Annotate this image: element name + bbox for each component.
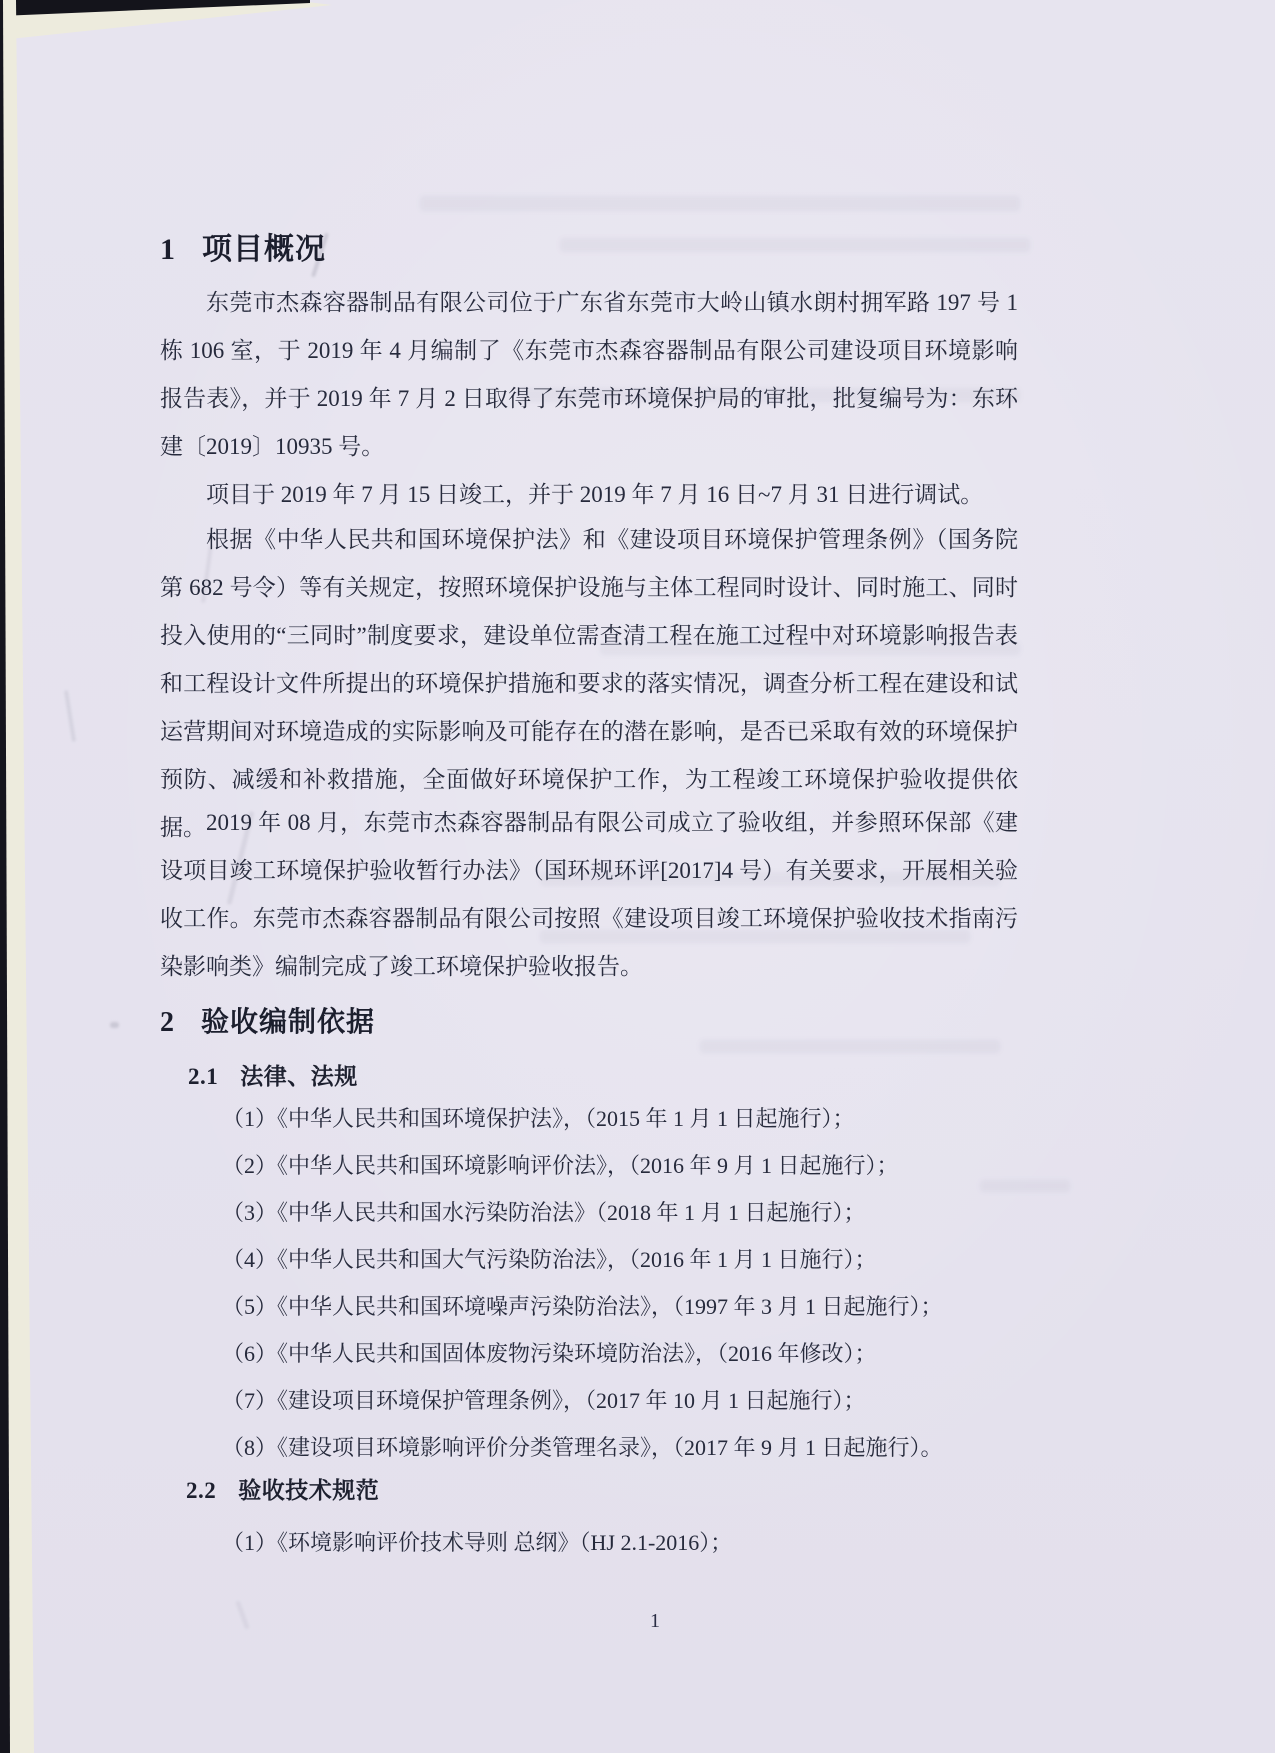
- body-paragraph-4: 2019 年 08 月，东莞市杰森容器制品有限公司成立了验收组，并参照环保部《建设项目竣工环境保护验收暂行办法》（国环规环评[2017]4 号）有关要求，开展相关验收工作。东莞市杰森容器制品有限公司按照《建设项目竣工环境保护验收技术指南污染影响类》编制完成了竣工环境保护验收报告。: [160, 810, 1018, 979]
- law-item-3: （3）《中华人民共和国水污染防治法》（2018 年 1 月 1 日起施行）；: [222, 1200, 866, 1225]
- bleed-ghost: [700, 1040, 1000, 1053]
- law-item-8: （8）《建设项目环境影响评价分类管理名录》，（2017 年 9 月 1 日起施行）。: [222, 1435, 943, 1460]
- section-1-heading: [160, 224, 326, 268]
- section-2-heading: [160, 1000, 375, 1040]
- subsection-2-1-number: 2.1: [188, 1064, 219, 1089]
- section-2-number: 2: [160, 1007, 175, 1038]
- bleed-ghost: [560, 238, 1030, 252]
- subsection-2-1-title: 法律、法规: [240, 1064, 358, 1089]
- smudge-mark: [110, 1022, 119, 1028]
- law-item-2: （2）《中华人民共和国环境影响评价法》，（2016 年 9 月 1 日起施行）；: [222, 1153, 899, 1178]
- section-2-title: 验收编制依据: [201, 1007, 376, 1038]
- section-1-title: 项目概况: [202, 233, 326, 266]
- section-1-number: 1: [160, 233, 176, 266]
- law-item-6: （6）《中华人民共和国固体废物污染环境防治法》，（2016 年修改）；: [222, 1341, 877, 1366]
- body-paragraph-2: 项目于 2019 年 7 月 15 日竣工，并于 2019 年 7 月 16 日~7 月 31 日进行调试。: [206, 482, 984, 507]
- law-item-4: （4）《中华人民共和国大气污染防治法》，（2016 年 1 月 1 日施行）；: [222, 1247, 877, 1272]
- body-paragraph-1: 东莞市杰森容器制品有限公司位于广东省东莞市大岭山镇水朗村拥军路 197 号 1 栋 106 室，于 2019 年 4 月编制了《东莞市杰森容器制品有限公司建设项目环境影响报告表》，并于 2019 年 7 月 2 日取得了东莞市环境保护局的审批，批复编号为：东环建〔2019〕10935 号。: [160, 290, 1018, 459]
- subsection-2-2-heading: [186, 1472, 379, 1505]
- page-number: 1: [650, 1610, 660, 1632]
- law-item-1: （1）《中华人民共和国环境保护法》，（2015 年 1 月 1 日起施行）；: [222, 1106, 855, 1131]
- bleed-ghost: [420, 196, 1020, 211]
- body-paragraph-3: 根据《中华人民共和国环境保护法》和《建设项目环境保护管理条例》（国务院第 682 号令）等有关规定，按照环境保护设施与主体工程同时设计、同时施工、同时投入使用的“三同时”制度要求，建设单位需查清工程在施工过程中对环境影响报告表和工程设计文件所提出的环境保护措施和要求的落实情况，调查分析工程在建设和试运营期间对环境造成的实际影响及可能存在的潜在影响，是否已采取有效的环境保护预防、减缓和补救措施，全面做好环境保护工作，为工程竣工环境保护验收提供依据。: [160, 527, 1018, 840]
- subsection-2-1-heading: [188, 1058, 358, 1091]
- law-list: [222, 1095, 1042, 1471]
- tech-spec-item-1: （1）《环境影响评价技术导则 总纲》（HJ 2.1-2016）；: [222, 1530, 733, 1555]
- law-item-5: （5）《中华人民共和国环境噪声污染防治法》，（1997 年 3 月 1 日起施行）；: [222, 1294, 943, 1319]
- subsection-2-2-title: 验收技术规范: [238, 1478, 380, 1503]
- law-item-7: （7）《建设项目环境保护管理条例》，（2017 年 10 月 1 日起施行）；: [222, 1388, 866, 1413]
- subsection-2-2-number: 2.2: [186, 1478, 217, 1503]
- smudge-mark: [64, 690, 76, 742]
